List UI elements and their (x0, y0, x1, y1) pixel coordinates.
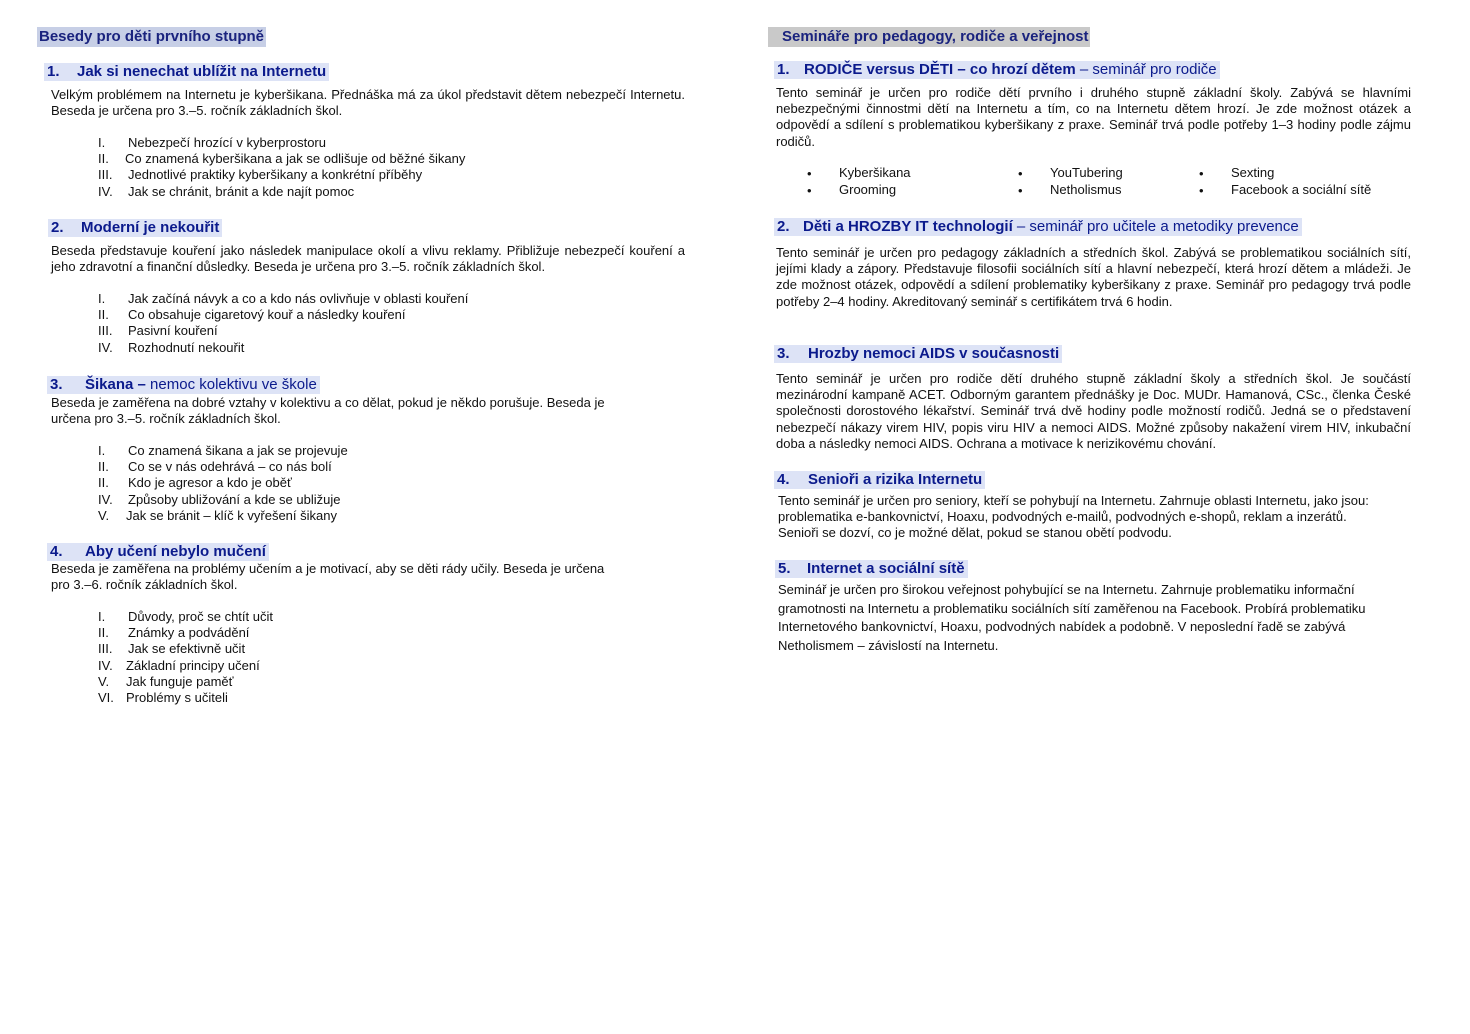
left-section-4-text: Beseda je zaměřena na problémy učením a je motivací, aby se děti rády učily. Beseda je určena pro 3.–6. ročník základních škol. (51, 561, 605, 593)
list-item: III. Pasivní kouření (98, 323, 218, 339)
list-item: • Sexting (1199, 165, 1371, 182)
right-section-5-text: Seminář je určen pro širokou veřejnost pohybující se na Internetu. Zahrnuje problematiku informační gramotnosti na Internetu a problematiku sociálních sítí zaměřenou na Facebook. Probírá problematiku Internetového bankovnictví, Hoaxu, podvodných nabídek a podobně. V neposlední řadě se zabývá Netholismem – závislostí na Internetu. (778, 582, 1366, 653)
left-section-3-list (98, 443, 348, 524)
list-item: • Facebook a sociální sítě (1199, 182, 1371, 199)
list-item: IV. Jak se chránit, bránit a kde najít pomoc (98, 183, 355, 199)
left-page-title: Besedy pro děti prvního stupně (39, 28, 265, 45)
right-section-2-text: Tento seminář je určen pro pedagogy základních a středních škol. Zabývá se problematikou sociálních sítí, jejími klady a zápory. Představuje filosofii sociálních sítí a hlavní nebezpečí, která hrozí dětem a mládeži. Je zde možnost otázek, odpovědí a sdílení problematiky kyberšikany z praxe. Seminář pro pedagogy trvá podle potřeby 2–4 hodiny. Akreditovaný seminář s certifikátem trvá 6 hodin. (776, 245, 1411, 309)
left-section-4-list (98, 609, 273, 706)
list-item: • YouTubering (1018, 165, 1123, 182)
right-section-5-heading: 5. Internet a sociální sítě (775, 560, 968, 578)
left-section-2-text: Beseda představuje kouření jako následek manipulace okolí a vlivu reklamy. Přibližuje nebezpečí kouření a jeho zdravotní a finanční důsledky. Beseda je určena pro 3.–5. ročník základních škol. (51, 243, 685, 275)
list-item: I. Nebezpečí hrozící v kyberprostoru (98, 135, 326, 150)
list-item: • Kyberšikana (807, 165, 911, 182)
list-item: V. Jak se bránit – klíč k vyřešení šikany (98, 507, 337, 523)
right-section-1-heading: 1. RODIČE versus DĚTI – co hrozí dětem – seminář pro rodiče (774, 61, 1220, 79)
right-section-3-heading: 3. Hrozby nemoci AIDS v současnosti (774, 345, 1062, 363)
list-item: III. Jak se efektivně učit (98, 641, 246, 657)
left-section-4-heading: 4. Aby učení nebylo mučení (47, 543, 269, 561)
right-section-4-text: Tento seminář je určen pro seniory, kteří se pohybují na Internetu. Zahrnuje oblasti Internetu, jako jsou: problematika e-bankovnictví, Hoaxu, podvodných e-mailů, podvodných e-shopů, reklam a inzerátů. Senioři se dozví, co je možné dělat, pokud se stanou obětí podvodu. (778, 493, 1369, 541)
list-item: I. Důvody, proč se chtít učit (98, 609, 273, 624)
list-item: II. Kdo je agresor a kdo je oběť (98, 475, 292, 491)
right-section-1-text: Tento seminář je určen pro rodiče dětí prvního i druhého stupně základní školy. Zabývá se hlavními nebezpečnými činnostmi dětí na Internetu a tím, co na Internetu dětem hrozí. Je zde možnost otázek a odpovědí a sdílení s problematikou kyberšikany z praxe. Seminář trvá podle potřeby 1–3 hodiny podle zájmu rodičů. (776, 85, 1411, 149)
list-item: VI. Problémy s učiteli (98, 690, 228, 706)
bullet-column-3 (1199, 165, 1371, 199)
left-section-3-heading: 3. Šikana – nemoc kolektivu ve škole (47, 376, 320, 394)
list-item: IV. Rozhodnutí nekouřit (98, 339, 245, 355)
right-page-title: Semináře pro pedagogy, rodiče a veřejnost (768, 27, 1090, 47)
list-item: IV. Způsoby ubližování a kde se ubližuje (98, 491, 341, 507)
list-item: II. Známky a podvádění (98, 625, 250, 641)
left-section-1-text: Velkým problémem na Internetu je kyberšikana. Přednáška má za úkol představit dětem nebezpečí Internetu. Beseda je určena pro 3.–5. ročník základních škol. (51, 87, 685, 119)
list-item: III. Jednotlivé praktiky kyberšikany a konkrétní příběhy (98, 167, 423, 183)
right-section-3-text: Tento seminář je určen pro rodiče dětí druhého stupně základní školy a středních škol. Je součástí mezinárodní kampaně ACET. Odborným garantem přednášky je Doc. MUDr. Hamanová, CSc., členka České společnosti dorostového lékařství. Seminář trvá dvě hodiny podle možností rodičů. Jedná se o představení nebezpečí nákazy virem HIV, popis viru HIV a nemoci AIDS. Možné způsoby nakažení virem HIV, inkubační doba a následky nemoci AIDS. Ochrana a motivace k nerizikovému chování. (776, 371, 1411, 451)
list-item: II. Co znamená kyberšikana a jak se odlišuje od běžné šikany (98, 151, 466, 167)
list-item: • Netholismus (1018, 182, 1123, 199)
section-number: 1. (47, 63, 60, 80)
left-section-2-list (98, 291, 468, 356)
left-section-2-heading: 2. Moderní je nekouřit (48, 219, 222, 237)
bullet-column-2 (1018, 165, 1123, 199)
section-title: Jak si nenechat ublížit na Internetu (77, 63, 327, 80)
list-item: V. Jak funguje paměť (98, 673, 234, 689)
list-item: I. Co znamená šikana a jak se projevuje (98, 443, 348, 458)
list-item: IV. Základní principy učení (98, 657, 260, 673)
list-item: II. Co obsahuje cigaretový kouř a následky kouření (98, 307, 406, 323)
list-item: • Grooming (807, 182, 911, 199)
list-item: I. Jak začíná návyk a co a kdo nás ovlivňuje v oblasti kouření (98, 291, 469, 306)
left-section-3-text: Beseda je zaměřena na dobré vztahy v kolektivu a co dělat, pokud je někdo porušuje. Beseda je určena pro 3.–5. ročník základních škol. (51, 395, 605, 427)
right-section-4-heading: 4. Senioři a rizika Internetu (774, 471, 985, 489)
list-item: II. Co se v nás odehrává – co nás bolí (98, 459, 332, 475)
left-section-1-list (98, 135, 465, 200)
bullet-column-1 (807, 165, 911, 199)
left-section-1-heading (44, 63, 329, 81)
right-section-2-heading: 2. Děti a HROZBY IT technologií – seminář pro učitele a metodiky prevence (774, 218, 1302, 236)
